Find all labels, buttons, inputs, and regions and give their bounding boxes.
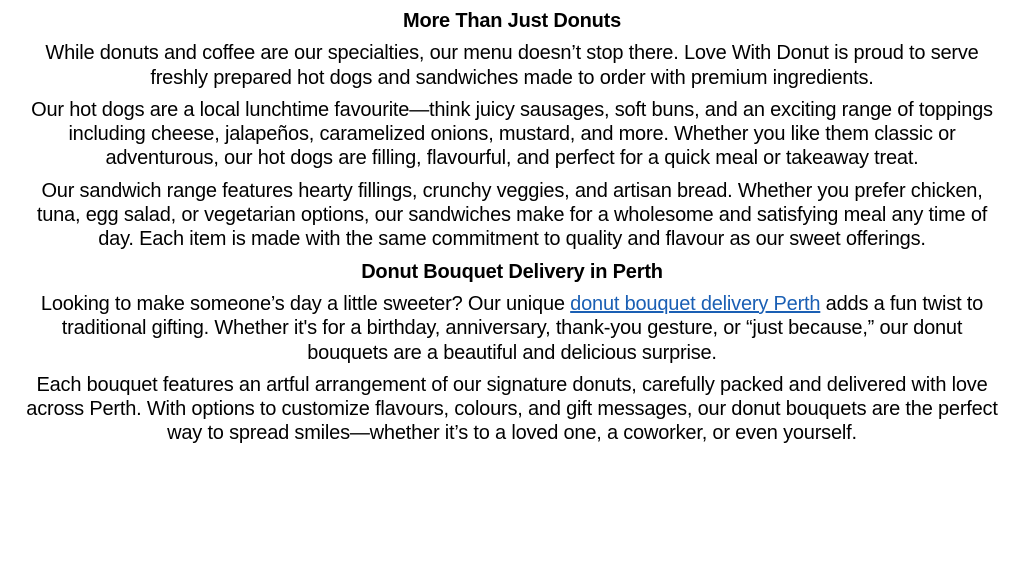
paragraph-bouquet-intro — [24, 292, 1000, 365]
paragraph-menu-intro: While donuts and coffee are our specialties, our menu doesn’t stop there. Love With Donut is proud to serve freshly prepared hot dogs and sandwiches made to order with premium ingredients. — [45, 42, 979, 89]
paragraph-bouquet-details: Each bouquet features an artful arrangement of our signature donuts, carefully packed and delivered with love across Perth. With options to customize flavours, colours, and gift messages, our donut bouquets are the perfect way to spread smiles—whether it’s to a loved one, a coworker, or even yourself. — [26, 373, 998, 445]
section-heading-more-than-donuts: More Than Just Donuts — [402, 10, 622, 32]
paragraph-sandwiches: Our sandwich range features hearty fillings, crunchy veggies, and artisan bread. Whether you prefer chicken, tuna, egg salad, or vegetarian options, our sandwiches make for a wholesome and satisfying meal any time of day. Each item is made with the same commitment to quality and flavour as our sweet offerings. — [36, 179, 988, 251]
bouquet-intro-text-before: Looking to make someone’s day a little sweeter? Our unique — [40, 292, 571, 315]
section-heading-donut-bouquet: Donut Bouquet Delivery in Perth — [361, 260, 663, 283]
donut-bouquet-delivery-link[interactable]: donut bouquet delivery Perth — [570, 292, 821, 315]
paragraph-hot-dogs: Our hot dogs are a local lunchtime favourite—think juicy sausages, soft buns, and an exciting range of toppings including cheese, jalapeños, caramelized onions, mustard, and more. Whether you like them classic or adventurous, our hot dogs are filling, flavourful, and perfect for a quick meal or takeaway treat. — [31, 98, 993, 170]
bouquet-intro-text-after: adds a fun twist to traditional gifting. Whether it's for a birthday, anniversary, thank-you gesture, or “just because,” our donut bouquets are a beautiful and delicious surprise. — [61, 292, 984, 364]
